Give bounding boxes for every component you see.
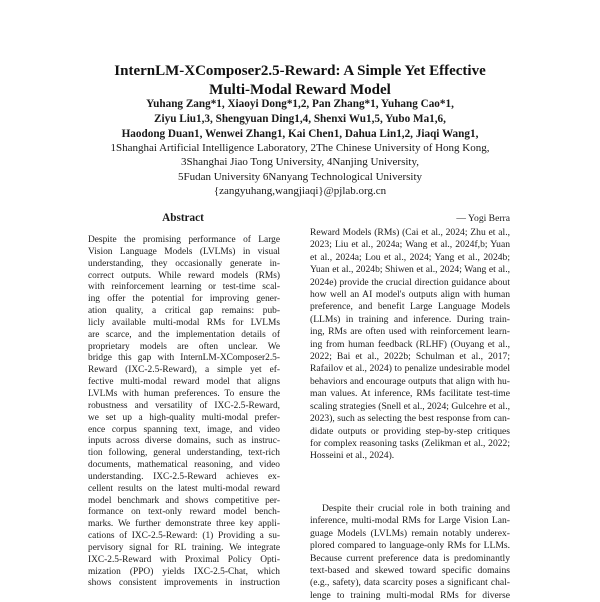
intro-line: (e.g., safety), data scarcity poses a significant chal- — [310, 577, 510, 589]
intro-line: 2023; Liu et al., 2024a; Wang et al., 2024f,b; Yuan — [310, 239, 510, 251]
intro-line: Because current preference data is predominantly — [310, 552, 510, 564]
abstract-line: marks. We further demonstrate three key appli- — [88, 519, 280, 530]
intro-line: how well an AI model's outputs align with human — [310, 289, 510, 301]
abstract-line: with reinforcement learning or test-time scal- — [88, 282, 280, 293]
abstract-line: formance on text-only reward model bench- — [88, 507, 280, 518]
author-line-1: Yuhang Zang*1, Xiaoyi Dong*1,2, Pan Zhang*1, Yuhang Cao*1, — [146, 98, 454, 110]
abstract-line: ence corpus spanning text, image, and video — [88, 424, 280, 435]
abstract-line: Reward (IXC-2.5-Reward), a simple yet ef- — [88, 365, 280, 376]
abstract-line: LVLMs with human preferences. To ensure the — [88, 388, 280, 399]
abstract-line: tion following, general understanding, text-rich — [88, 448, 280, 459]
abstract-line: bridge this gap with InternLM-XComposer2.5- — [88, 353, 280, 364]
abstract-line: licly available multi-modal RMs for LVLMs — [88, 317, 280, 328]
abstract-line: inputs across diverse domains, such as instruc- — [88, 436, 280, 447]
paper-title — [0, 62, 600, 100]
intro-line: guage Models (LVLMs) remain notably underex- — [310, 527, 510, 539]
abstract-line: pervisory signal for RL training. We integrate — [88, 542, 280, 553]
abstract-body — [88, 235, 280, 590]
author-line-2: Ziyu Liu1,3, Shengyuan Ding1,4, Shenxi Wu1,5, Yubo Ma1,6, — [154, 113, 446, 125]
intro-line: plored compared to language-only RMs for LLMs. — [310, 540, 510, 552]
intro-line: Reward Models (RMs) (Cai et al., 2024; Zhu et al., — [310, 227, 510, 238]
abstract-line: we set up a high-quality multi-modal prefer- — [88, 412, 280, 423]
intro-line: didate outputs or providing step-by-step critiques — [310, 425, 510, 437]
abstract-line: Vision Language Models (LVLMs) in visual — [88, 246, 280, 257]
intro-line: (LLMs) in training and inference. During train- — [310, 313, 510, 325]
intro-line: ing, RMs are often used with reinforcement learn- — [310, 326, 510, 338]
abstract-line: shows consistent improvements in instruction — [88, 578, 280, 589]
intro-line: Hosseini et al., 2024). — [310, 450, 395, 462]
intro-paragraph-1 — [310, 227, 510, 463]
abstract-line: understanding. IXC-2.5-Reward achieves ex- — [88, 471, 280, 482]
author-list — [0, 97, 600, 142]
intro-line: behaviors and encourage outputs that align with hu- — [310, 375, 510, 387]
contact-email: {zangyuhang,wangjiaqi}@pjlab.org.cn — [213, 184, 387, 197]
intro-line: text-based and skewed toward specific domains — [310, 565, 510, 577]
abstract-line: cellent results on the latest multi-modal reward — [88, 483, 280, 494]
intro-line: 2022; Bai et al., 2022b; Schulman et al., 2017; — [310, 351, 510, 363]
abstract-line: mization (PPO) yields IXC-2.5-Chat, which — [88, 566, 280, 577]
intro-line: 2024e) provide the crucial direction guidance about — [310, 276, 510, 288]
title-line-1: InternLM-XComposer2.5-Reward: A Simple Yet Effective — [114, 63, 486, 79]
abstract-line: proprietary models are often unclear. We — [88, 341, 280, 352]
abstract-line: model benchmark and shows competitive per- — [88, 495, 280, 506]
intro-line: preference, and benefit Large Language Models — [310, 301, 510, 313]
abstract-line: cations of IXC-2.5-Reward: (1) Providing a su- — [88, 531, 280, 542]
abstract-line: correct outputs. While reward models (RMs) — [88, 270, 280, 281]
affiliation-line-3: 5Fudan University 6Nanyang Technological University — [177, 170, 423, 183]
intro-paragraph-2 — [310, 503, 510, 602]
abstract-line: robustness and versatility of IXC-2.5-Reward, — [88, 400, 280, 411]
abstract-line: ation quality, a critical gap remains: pub- — [88, 306, 280, 317]
intro-line: et al., 2024a; Lou et al., 2024; Yang et al., 2024b; — [310, 251, 510, 263]
abstract-line: documents, mathematical reasoning, and video — [88, 460, 280, 471]
intro-line: 2023), such as selecting the best response from can- — [310, 413, 510, 425]
affiliation-list — [0, 141, 600, 198]
abstract-heading: Abstract — [162, 212, 204, 224]
intro-line: lenge to training multi-modal RMs for diverse — [310, 589, 510, 601]
author-line-3: Haodong Duan1, Wenwei Zhang1, Kai Chen1, Dahua Lin1,2, Jiaqi Wang1, — [121, 128, 479, 140]
abstract-line: are scarce, and the implementation details of — [88, 329, 280, 340]
intro-line: man values. At inference, RMs facilitate test-time — [310, 388, 510, 400]
intro-line: Yuan et al., 2024b; Shiwen et al., 2024; Wang et al., — [310, 264, 510, 276]
intro-line: inference, multi-modal RMs for Large Vision Lan- — [310, 515, 510, 527]
affiliation-line-1: 1Shanghai Artificial Intelligence Laboratory, 2The Chinese University of Hong Kong, — [110, 142, 490, 154]
affiliation-line-2: 3Shanghai Jiao Tong University, 4Nanjing University, — [180, 156, 420, 169]
abstract-line: IXC-2.5-Reward with Proximal Policy Opti- — [88, 554, 280, 565]
intro-line: scaling strategies (Snell et al., 2024; Gulcehre et al., — [310, 400, 510, 412]
abstract-line: ing offer the potential for improving gener- — [88, 294, 280, 305]
abstract-line: understanding, they occasionally generate in- — [88, 258, 280, 269]
intro-line: for complex reasoning tasks (Zelikman et al., 2022; — [310, 437, 510, 449]
quote-attribution: — Yogi Berra — [456, 213, 510, 224]
abstract-line: Despite the promising performance of Large — [88, 235, 280, 245]
intro-line: Despite their crucial role in both training and — [322, 503, 510, 514]
title-line-2: Multi-Modal Reward Model — [209, 82, 391, 98]
intro-line: Rafailov et al., 2024) to penalize undesirable model — [310, 363, 510, 375]
abstract-line: fective multi-modal reward model that aligns — [88, 377, 280, 388]
intro-line: ing from human feedback (RLHF) (Ouyang et al., — [310, 338, 510, 350]
